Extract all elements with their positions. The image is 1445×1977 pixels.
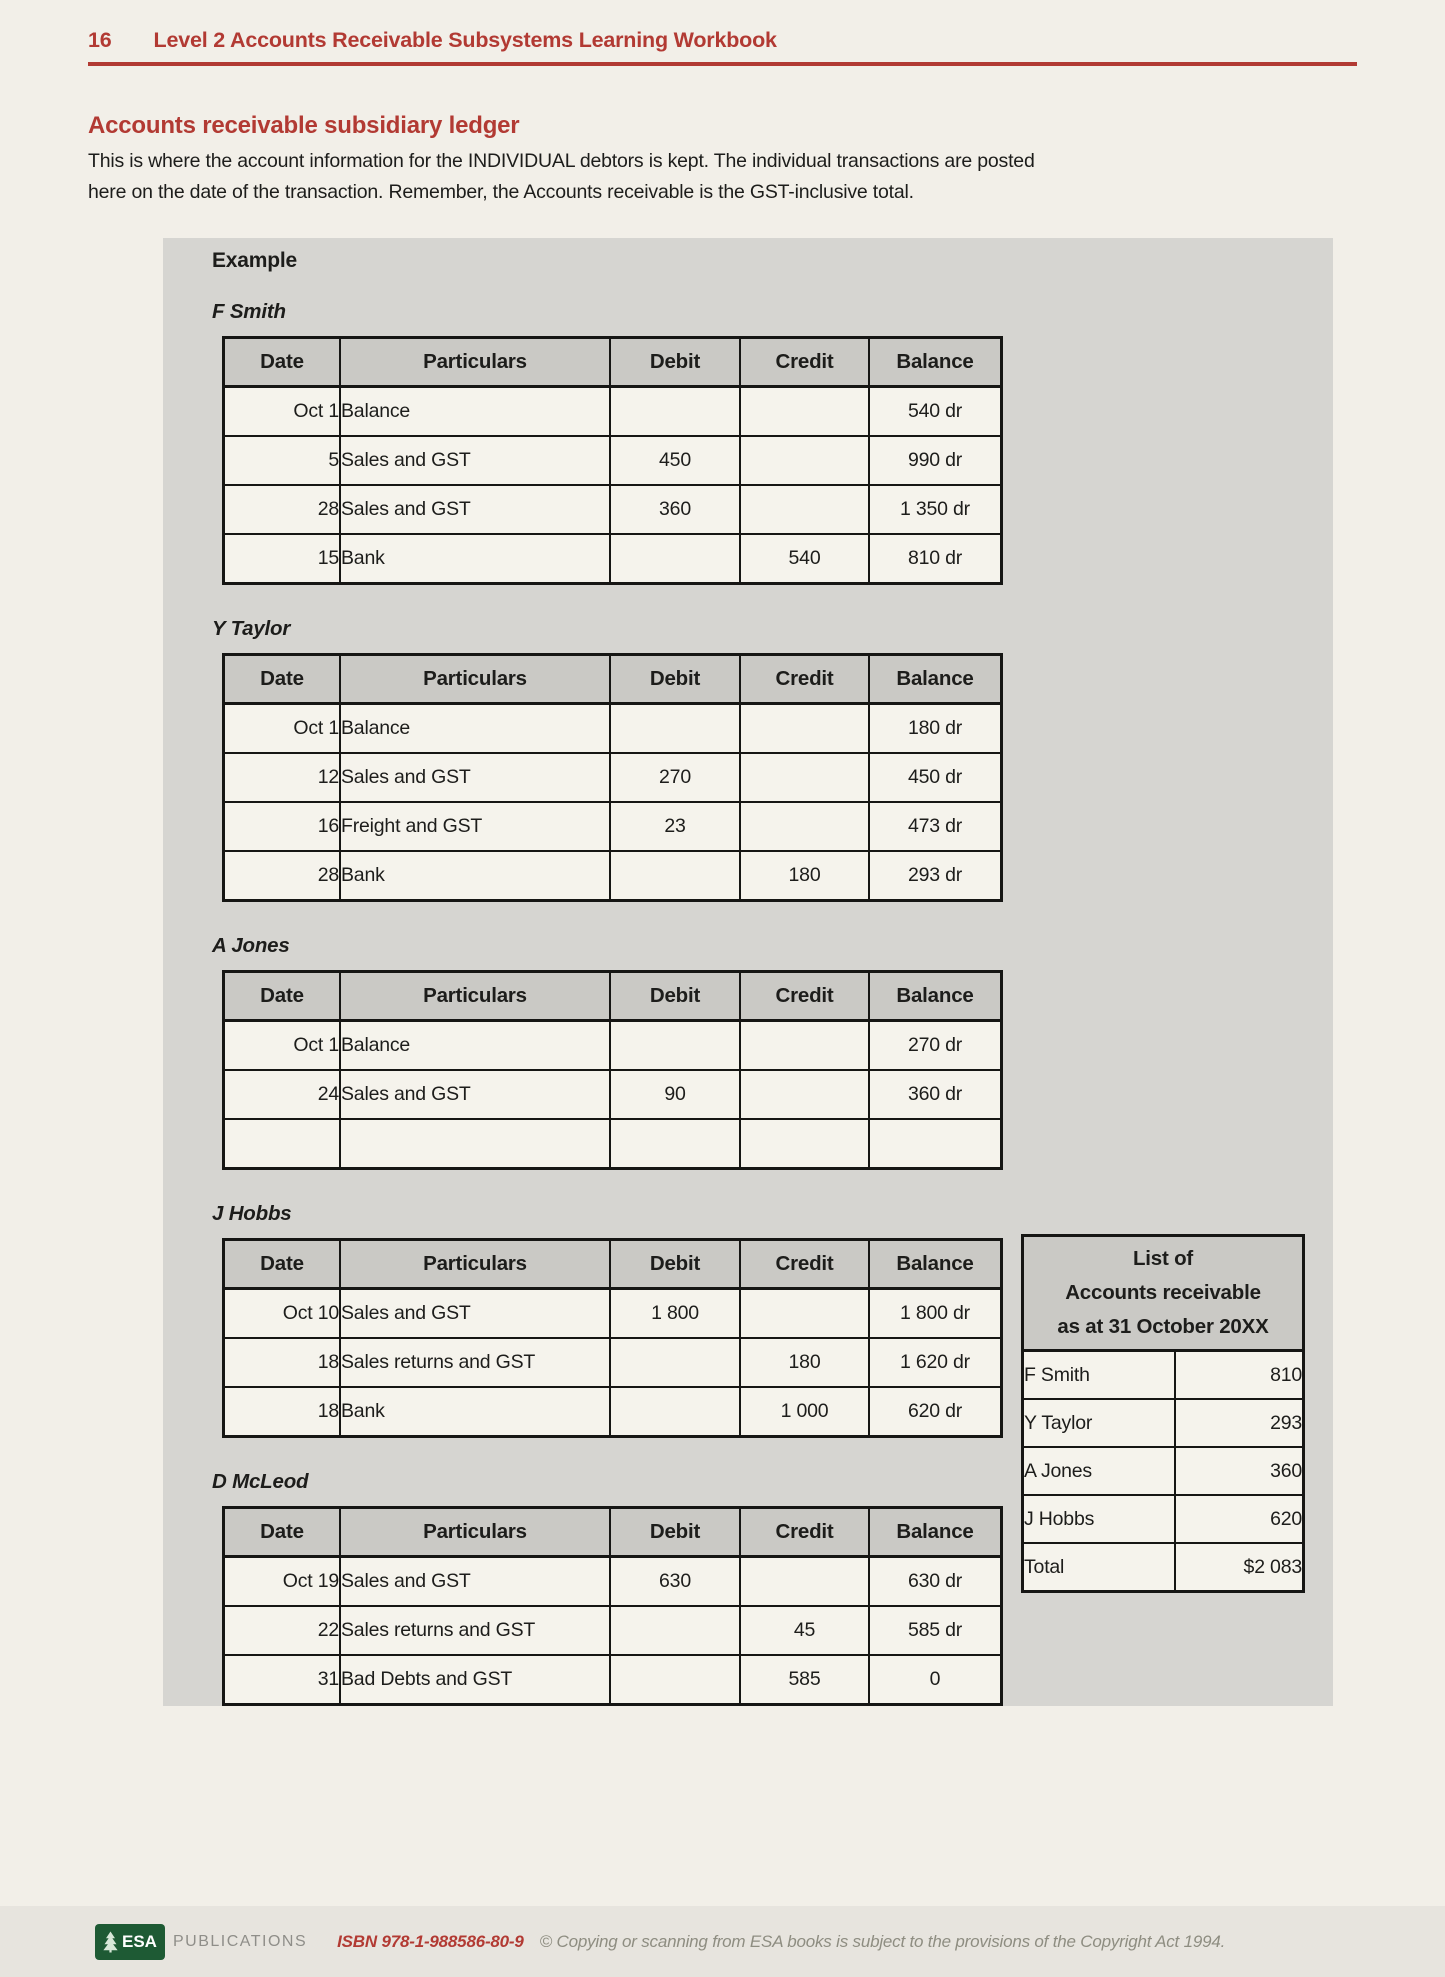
ledger-table	[222, 1506, 1003, 1706]
ledger-cell: 18	[224, 1387, 341, 1437]
ledger-header-row	[224, 1508, 1002, 1557]
ledger-cell: Sales and GST	[340, 485, 610, 534]
ledger-cell: 1 000	[740, 1387, 869, 1437]
ledger-cell: 31	[224, 1655, 341, 1705]
ledger-column-header: Credit	[740, 972, 869, 1021]
ledger-column-header: Date	[224, 972, 341, 1021]
ledger-cell: 360	[610, 485, 740, 534]
ledger-cell: Balance	[340, 704, 610, 754]
ledger-cell	[610, 704, 740, 754]
ledger-cell	[740, 1021, 869, 1071]
ledger-cell: 540 dr	[869, 387, 1002, 437]
receivable-amount: 360	[1175, 1447, 1302, 1495]
example-panel	[163, 238, 1333, 1706]
ledger-cell	[869, 1119, 1002, 1169]
ledger-cell: 450 dr	[869, 753, 1002, 802]
ledger-column-header: Credit	[740, 1508, 869, 1557]
ledger-cell: 1 350 dr	[869, 485, 1002, 534]
ledger-cell: Balance	[340, 1021, 610, 1071]
receivable-row	[1024, 1543, 1302, 1590]
ledger-section	[212, 300, 1333, 585]
receivable-row	[1024, 1495, 1302, 1543]
ledger-account-name: F Smith	[212, 300, 286, 323]
ledger-row	[224, 802, 1002, 851]
ledger-cell: Bad Debts and GST	[340, 1655, 610, 1705]
isbn-text: ISBN 978-1-988586-80-9	[337, 1931, 524, 1951]
ledger-cell: 585 dr	[869, 1606, 1002, 1655]
receivable-name: Y Taylor	[1024, 1399, 1175, 1447]
ledger-row	[224, 1070, 1002, 1119]
ledger-cell: 180	[740, 851, 869, 901]
ledger-table	[222, 336, 1003, 585]
ledger-header-row	[224, 655, 1002, 704]
ledger-row	[224, 1289, 1002, 1339]
receivables-title-line-3: as at 31 October 20XX	[1057, 1315, 1269, 1338]
receivable-amount: 620	[1175, 1495, 1302, 1543]
ledger-cell: Oct 1	[224, 1021, 341, 1071]
ledger-cell: Oct 10	[224, 1289, 341, 1339]
ledger-column-header: Date	[224, 1240, 341, 1289]
ledger-cell	[340, 1119, 610, 1169]
ledger-row	[224, 1606, 1002, 1655]
ledger-cell: Sales returns and GST	[340, 1338, 610, 1387]
ledger-cell: 1 620 dr	[869, 1338, 1002, 1387]
ledger-column-header: Balance	[869, 972, 1002, 1021]
ledger-column-header: Date	[224, 1508, 341, 1557]
ledger-cell	[740, 485, 869, 534]
ledger-cell	[740, 802, 869, 851]
ledger-column-header: Credit	[740, 338, 869, 387]
section-title: Accounts receivable subsidiary ledger	[88, 112, 520, 139]
ledger-cell	[610, 851, 740, 901]
ledger-account-name: A Jones	[212, 934, 290, 957]
ledger-column-header: Debit	[610, 1508, 740, 1557]
ledger-cell: 630 dr	[869, 1557, 1002, 1607]
ledger-cell: Sales and GST	[340, 1557, 610, 1607]
header-rule	[88, 62, 1357, 66]
ledger-cell: Sales returns and GST	[340, 1606, 610, 1655]
ledger-cell: 1 800	[610, 1289, 740, 1339]
ledger-column-header: Balance	[869, 338, 1002, 387]
copyright-text: © Copying or scanning from ESA books is subject to the provisions of the Copyright Act 1994.	[539, 1931, 1226, 1951]
esa-logo	[95, 1924, 165, 1960]
ledger-row	[224, 1021, 1002, 1071]
receivables-rows	[1024, 1352, 1302, 1590]
ledger-row	[224, 387, 1002, 437]
ledger-column-header: Particulars	[340, 1240, 610, 1289]
ledger-cell: Bank	[340, 1387, 610, 1437]
ledger-header-row	[224, 972, 1002, 1021]
ledger-cell: 540	[740, 534, 869, 584]
page-number: 16	[88, 28, 112, 52]
ledger-table	[222, 970, 1003, 1170]
ledger-cell	[610, 1119, 740, 1169]
ledger-cell	[740, 387, 869, 437]
ledger-cell	[610, 534, 740, 584]
ledger-cell: 990 dr	[869, 436, 1002, 485]
receivable-name: J Hobbs	[1024, 1495, 1175, 1543]
ledger-cell: 23	[610, 802, 740, 851]
ledger-cell: 16	[224, 802, 341, 851]
ledger-cell	[610, 1387, 740, 1437]
ledger-column-header: Debit	[610, 338, 740, 387]
ledger-row	[224, 485, 1002, 534]
ledger-cell: Sales and GST	[340, 1070, 610, 1119]
receivables-list-title	[1024, 1237, 1302, 1352]
receivables-list-box	[1021, 1234, 1305, 1593]
ledger-column-header: Particulars	[340, 338, 610, 387]
intro-paragraph	[88, 146, 1348, 208]
ledger-row	[224, 436, 1002, 485]
footer	[0, 1906, 1445, 1977]
receivable-row	[1024, 1447, 1302, 1495]
receivable-amount: 810	[1175, 1352, 1302, 1399]
ledger-column-header: Credit	[740, 1240, 869, 1289]
ledger-column-header: Particulars	[340, 1508, 610, 1557]
ledger-cell	[224, 1119, 341, 1169]
ledger-table	[222, 1238, 1003, 1438]
ledger-row	[224, 1557, 1002, 1607]
ledger-cell: Bank	[340, 851, 610, 901]
ledger-cell: 270	[610, 753, 740, 802]
ledger-cell: 0	[869, 1655, 1002, 1705]
ledger-column-header: Balance	[869, 1240, 1002, 1289]
ledger-column-header: Debit	[610, 655, 740, 704]
receivable-amount: $2 083	[1175, 1543, 1302, 1590]
ledger-cell: Oct 1	[224, 387, 341, 437]
ledger-cell: Oct 19	[224, 1557, 341, 1607]
ledger-cell: 24	[224, 1070, 341, 1119]
ledger-cell: 620 dr	[869, 1387, 1002, 1437]
receivables-table	[1024, 1352, 1302, 1590]
ledger-table	[222, 653, 1003, 902]
esa-tree-icon	[103, 1931, 118, 1953]
receivable-row	[1024, 1352, 1302, 1399]
ledger-cell: Sales and GST	[340, 436, 610, 485]
ledger-account-name: D McLeod	[212, 1470, 309, 1493]
ledger-column-header: Debit	[610, 1240, 740, 1289]
receivables-title-line-1: List of	[1132, 1247, 1194, 1270]
ledger-column-header: Credit	[740, 655, 869, 704]
ledger-row	[224, 1119, 1002, 1169]
page-header	[88, 28, 777, 53]
ledger-cell: 15	[224, 534, 341, 584]
ledger-column-header: Debit	[610, 972, 740, 1021]
ledger-cell	[740, 1070, 869, 1119]
ledger-row	[224, 704, 1002, 754]
receivable-name: F Smith	[1024, 1352, 1175, 1399]
receivable-amount: 293	[1175, 1399, 1302, 1447]
ledger-cell: 18	[224, 1338, 341, 1387]
ledger-column-header: Particulars	[340, 972, 610, 1021]
ledger-column-header: Balance	[869, 1508, 1002, 1557]
ledger-cell	[610, 1606, 740, 1655]
ledger-cell: 28	[224, 851, 341, 901]
ledger-row	[224, 1338, 1002, 1387]
ledger-column-header: Date	[224, 338, 341, 387]
ledger-header-row	[224, 1240, 1002, 1289]
ledger-cell: 630	[610, 1557, 740, 1607]
ledger-cell: 360 dr	[869, 1070, 1002, 1119]
ledger-cell: Bank	[340, 534, 610, 584]
ledger-header-row	[224, 338, 1002, 387]
ledger-cell: 810 dr	[869, 534, 1002, 584]
ledger-cell	[740, 704, 869, 754]
ledger-cell: 180	[740, 1338, 869, 1387]
publisher-label: PUBLICATIONS	[172, 1932, 308, 1950]
ledger-account-name: J Hobbs	[212, 1202, 292, 1225]
ledger-cell: Oct 1	[224, 704, 341, 754]
ledger-cell: 12	[224, 753, 341, 802]
ledger-section	[212, 934, 1333, 1170]
example-label: Example	[212, 249, 297, 272]
ledger-row	[224, 753, 1002, 802]
receivables-title-line-2: Accounts receivable	[1065, 1281, 1261, 1304]
esa-logo-text: ESA	[122, 1931, 157, 1951]
receivable-name: A Jones	[1024, 1447, 1175, 1495]
ledger-row	[224, 851, 1002, 901]
ledger-column-header: Date	[224, 655, 341, 704]
ledger-cell	[610, 1021, 740, 1071]
ledger-cell: Freight and GST	[340, 802, 610, 851]
ledger-row	[224, 1655, 1002, 1705]
footer-content	[0, 1906, 1445, 1977]
ledger-cell: 28	[224, 485, 341, 534]
ledger-cell: Sales and GST	[340, 753, 610, 802]
receivable-row	[1024, 1399, 1302, 1447]
ledger-cell: 473 dr	[869, 802, 1002, 851]
ledger-cell: 5	[224, 436, 341, 485]
page-title: Level 2 Accounts Receivable Subsystems Learning Workbook	[153, 28, 777, 52]
intro-line-1: This is where the account information for the INDIVIDUAL debtors is kept. The individual transactions are posted	[88, 150, 1035, 172]
ledger-cell	[740, 1119, 869, 1169]
ledger-cell: Sales and GST	[340, 1289, 610, 1339]
ledger-cell: 180 dr	[869, 704, 1002, 754]
ledger-cell: 22	[224, 1606, 341, 1655]
ledger-cell	[740, 753, 869, 802]
ledger-cell	[610, 1655, 740, 1705]
ledger-row	[224, 534, 1002, 584]
ledger-cell	[740, 1557, 869, 1607]
ledger-cell: Balance	[340, 387, 610, 437]
ledger-cell	[740, 1289, 869, 1339]
ledger-row	[224, 1387, 1002, 1437]
ledger-cell: 450	[610, 436, 740, 485]
intro-line-2: here on the date of the transaction. Remember, the Accounts receivable is the GST-inclusive total.	[88, 181, 914, 203]
ledger-account-name: Y Taylor	[212, 617, 291, 640]
ledger-cell: 585	[740, 1655, 869, 1705]
ledger-cell: 1 800 dr	[869, 1289, 1002, 1339]
ledger-cell: 45	[740, 1606, 869, 1655]
ledger-cell: 270 dr	[869, 1021, 1002, 1071]
ledger-cell	[740, 436, 869, 485]
ledger-cell	[610, 1338, 740, 1387]
ledger-column-header: Particulars	[340, 655, 610, 704]
ledger-cell: 90	[610, 1070, 740, 1119]
ledger-column-header: Balance	[869, 655, 1002, 704]
receivable-name: Total	[1024, 1543, 1175, 1590]
ledger-cell	[610, 387, 740, 437]
ledger-section	[212, 617, 1333, 902]
ledger-cell: 293 dr	[869, 851, 1002, 901]
